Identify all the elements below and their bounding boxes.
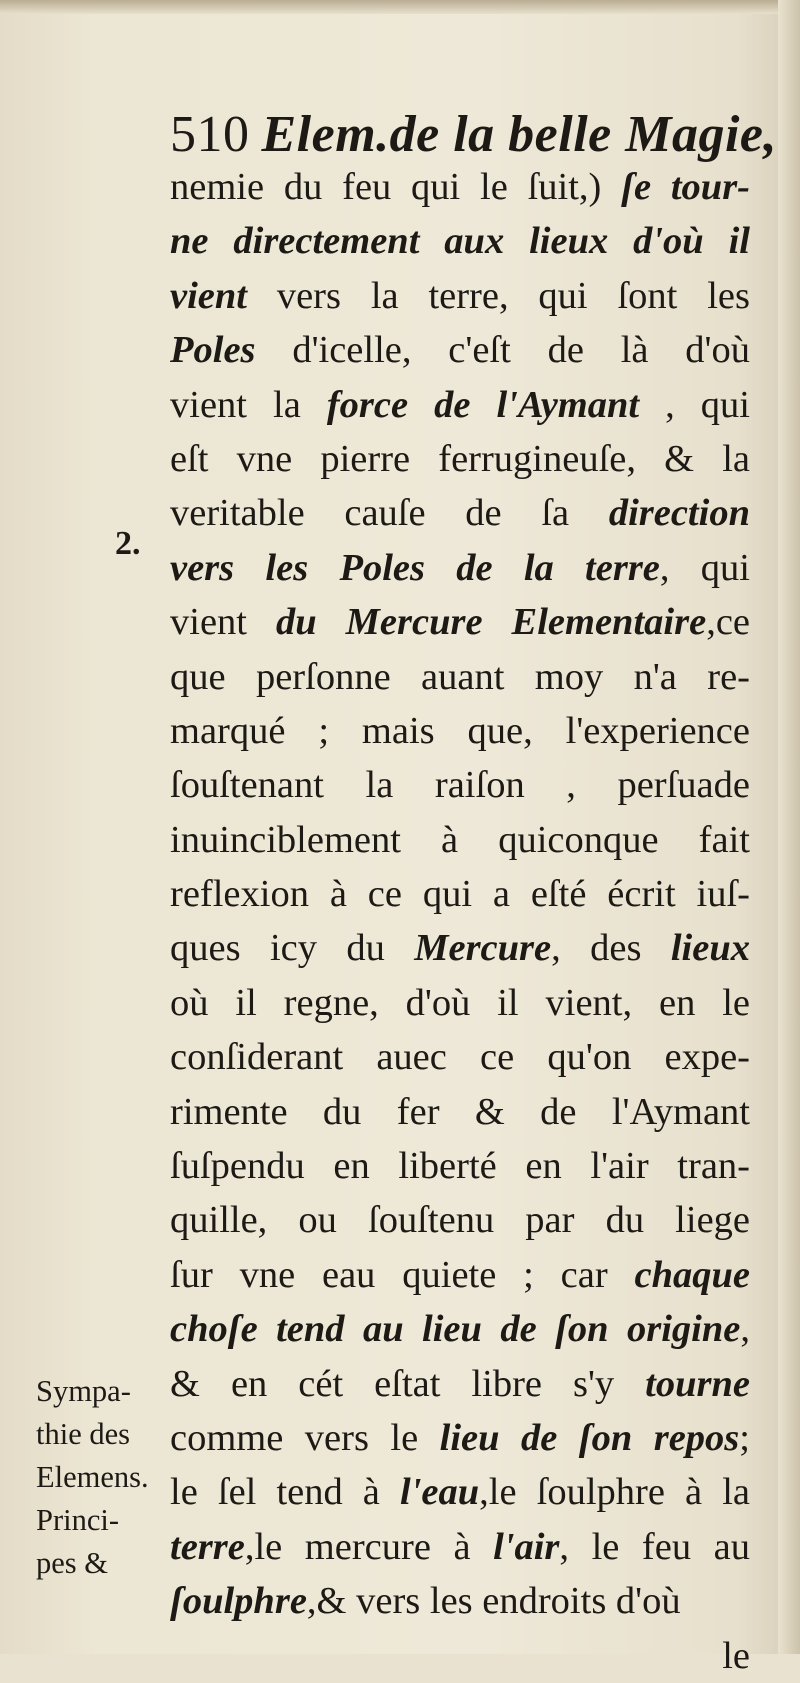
text-segment: ,ce — [706, 601, 750, 644]
text-line — [170, 976, 750, 1030]
text-segment: reflexion à ce qui a eſté écrit iuſ- — [170, 873, 750, 916]
text-line — [170, 1030, 750, 1084]
text-line — [170, 432, 750, 486]
italic-phrase: ſoulphre — [170, 1580, 307, 1623]
text-line — [170, 1302, 750, 1356]
text-segment: , qui — [659, 546, 750, 589]
margin-note — [36, 1370, 166, 1585]
text-segment: inuinciblement à quiconque fait — [170, 818, 750, 861]
text-line — [170, 214, 750, 268]
italic-phrase: ſe tour- — [621, 166, 750, 208]
italic-phrase: l'air — [493, 1525, 560, 1568]
text-segment: ſouſtenant la raiſon , perſuade — [170, 764, 750, 807]
italic-phrase: tourne — [645, 1362, 750, 1405]
text-segment: , des — [551, 927, 671, 970]
text-line — [170, 921, 750, 975]
italic-phrase: choſe tend au lieu de ſon origine — [170, 1308, 741, 1351]
text-segment: & en cét eſtat libre s'y — [170, 1362, 646, 1405]
text-line — [170, 1357, 750, 1411]
margin-note-line: Elemens. — [36, 1460, 149, 1494]
italic-phrase: vers les Poles de la terre — [170, 546, 660, 589]
text-line — [170, 1085, 750, 1139]
text-line — [170, 486, 750, 540]
italic-phrase: ne directement aux lieux d'où il — [170, 220, 750, 263]
margin-note-line: pes & — [36, 1546, 109, 1580]
text-segment: d'icelle, c'eſt de là d'où — [255, 329, 750, 372]
running-title: Elem.de la belle Magie, — [261, 106, 778, 163]
text-segment: le ſel tend à — [170, 1471, 400, 1514]
text-segment: nemie du feu qui le ſuit,) — [170, 166, 622, 208]
page-gutter-shadow — [778, 0, 800, 1654]
italic-phrase: terre — [170, 1525, 245, 1568]
text-line — [170, 541, 750, 595]
margin-note-line: thie des — [36, 1417, 131, 1451]
text-line — [170, 704, 750, 758]
page-top-edge — [0, 0, 800, 14]
text-segment: conſiderant auec ce qu'on expe- — [170, 1036, 750, 1079]
page-number: 510 — [170, 106, 250, 163]
text-segment: quille, ou ſouſtenu par du liege — [170, 1199, 750, 1242]
text-segment: , le feu au — [559, 1525, 750, 1568]
text-line — [170, 1248, 750, 1302]
text-segment: veritable cauſe de ſa — [170, 492, 609, 535]
text-segment: ,le mercure à — [244, 1525, 494, 1568]
text-segment: vient la — [170, 383, 327, 426]
italic-phrase: l'eau — [400, 1471, 480, 1514]
text-line — [170, 1139, 750, 1193]
text-segment: ; — [739, 1416, 750, 1459]
text-line — [170, 1520, 750, 1574]
text-line — [170, 1193, 750, 1247]
text-segment: ,le ſoulphre à la — [479, 1471, 750, 1514]
text-segment: vient — [170, 601, 276, 644]
text-line — [170, 1465, 750, 1519]
text-line — [170, 595, 750, 649]
text-segment: marqué ; mais que, l'experience — [170, 709, 750, 752]
italic-phrase: lieux — [670, 927, 750, 970]
text-segment: , — [740, 1308, 750, 1351]
margin-number: 2. — [115, 525, 141, 562]
italic-phrase: force de l'Aymant — [326, 383, 640, 426]
text-segment: , qui — [639, 383, 750, 426]
italic-phrase: vient — [170, 274, 247, 317]
italic-phrase: chaque — [634, 1253, 750, 1296]
catchword: le — [722, 1634, 750, 1677]
text-line — [170, 1411, 750, 1465]
text-segment: vers la terre, qui ſont les — [246, 274, 750, 317]
text-segment: ques icy du — [170, 927, 415, 970]
body-text — [170, 160, 750, 1683]
italic-phrase: Poles — [170, 329, 256, 372]
text-line — [170, 813, 750, 867]
italic-phrase: Mercure — [414, 927, 552, 970]
text-line — [170, 323, 750, 377]
text-segment: que perſonne auant moy n'a re- — [170, 655, 750, 698]
text-segment: comme vers le — [170, 1416, 440, 1459]
italic-phrase: du Mercure Elementaire — [276, 601, 707, 644]
text-line — [170, 160, 750, 214]
text-line — [170, 758, 750, 812]
italic-phrase: lieu de ſon repos — [439, 1416, 740, 1459]
italic-phrase: direction — [608, 492, 750, 535]
text-line — [170, 1574, 750, 1628]
text-line — [170, 378, 750, 432]
text-line — [170, 650, 750, 704]
text-segment: ſuſpendu en liberté en l'air tran- — [170, 1145, 750, 1188]
margin-note-line: Sympa- — [36, 1374, 131, 1408]
text-segment: ,& vers les endroits d'où — [306, 1580, 681, 1623]
running-header — [170, 105, 778, 164]
text-line — [170, 269, 750, 323]
text-segment: rimente du fer & de l'Aymant — [170, 1090, 750, 1133]
margin-note-line: Princi- — [36, 1503, 120, 1537]
text-segment: où il regne, d'où il vient, en le — [170, 981, 750, 1024]
text-line — [170, 867, 750, 921]
text-segment: eſt vne pierre ferrugineuſe, & la — [170, 437, 750, 480]
text-segment: ſur vne eau quiete ; car — [170, 1253, 635, 1296]
